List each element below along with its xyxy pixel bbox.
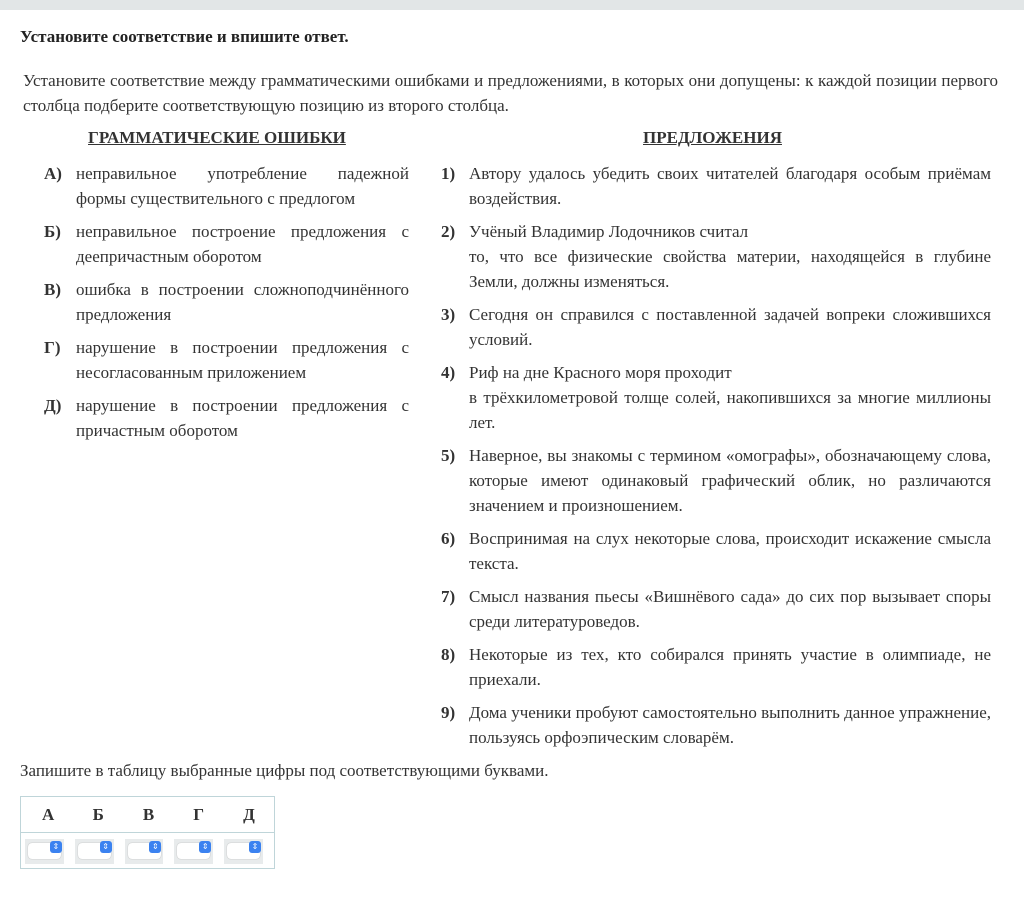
sentence-item-2	[441, 219, 991, 294]
header-cell-g: Г	[193, 805, 205, 824]
item-mark: В)	[44, 280, 61, 299]
task-instruction: Установите соответствие между грамматическими ошибками и предложениями, в которых они допущены: к каждой позиции первого столбца подберите соответствующую позицию из второго столбца.	[23, 71, 998, 115]
item-mark: Б)	[44, 222, 61, 241]
header-cell-d: Д	[243, 805, 255, 824]
item-mark: Г)	[44, 338, 61, 357]
error-item-a	[44, 161, 409, 211]
item-text: Дома ученики пробуют самостоятельно выполнить данное упражнение, пользуясь орфоэпическим словарём.	[469, 703, 991, 747]
sentence-item-7	[441, 584, 991, 634]
item-mark: 5)	[441, 446, 456, 465]
item-text: то, что все физические свойства материи, находящейся в глубине Земли, должны изменяться.	[469, 247, 991, 291]
item-first-line: Риф на дне Красного моря проходит	[469, 363, 732, 382]
answer-select-b[interactable]	[75, 839, 114, 864]
error-item-g	[44, 335, 409, 385]
header-cell-a: А	[41, 805, 55, 824]
error-item-d	[44, 393, 409, 443]
item-mark: 4)	[441, 363, 456, 382]
header-cell-b: Б	[92, 805, 104, 824]
answer-table-header	[21, 797, 274, 833]
item-text: нарушение в построении предложения с несогласованным приложением	[76, 338, 409, 382]
top-bar	[0, 0, 1024, 10]
item-mark: 8)	[441, 645, 456, 664]
answer-select-row	[21, 833, 274, 864]
select-arrows-icon[interactable]: ⇕	[149, 841, 161, 853]
item-text: в трёхкилометровой толще солей, накопившихся за многие миллионы лет.	[469, 388, 991, 432]
item-text: Сегодня он справился с поставленной задачей вопреки сложившихся условий.	[469, 305, 991, 349]
select-arrows-icon[interactable]: ⇕	[50, 841, 62, 853]
item-text: неправильное употребление падежной формы существительного с предлогом	[76, 164, 409, 208]
error-item-v	[44, 277, 409, 327]
right-column-heading: ПРЕДЛОЖЕНИЯ	[643, 128, 782, 147]
item-mark: А)	[44, 164, 62, 183]
error-item-b	[44, 219, 409, 269]
select-arrows-icon[interactable]: ⇕	[199, 841, 211, 853]
item-mark: 2)	[441, 222, 456, 241]
item-mark: 6)	[441, 529, 456, 548]
item-mark: 3)	[441, 305, 456, 324]
item-mark: 1)	[441, 164, 456, 183]
item-mark: 7)	[441, 587, 456, 606]
item-text: ошибка в построении сложноподчинённого предложения	[76, 280, 409, 324]
write-note: Запишите в таблицу выбранные цифры под соответствующими буквами.	[20, 761, 549, 780]
answer-select-a[interactable]	[25, 839, 64, 864]
sentence-item-3	[441, 302, 991, 352]
item-text: Автору удалось убедить своих читателей благодаря особым приёмам воздействия.	[469, 164, 991, 208]
item-text: Смысл названия пьесы «Вишнёвого сада» до сих пор вызывает споры среди литературоведов.	[469, 587, 991, 631]
answer-select-v[interactable]	[125, 839, 164, 864]
item-text: Некоторые из тех, кто собирался принять участие в олимпиаде, не приехали.	[469, 645, 991, 689]
sentence-item-4	[441, 360, 991, 435]
left-column-heading: ГРАММАТИЧЕСКИЕ ОШИБКИ	[88, 128, 346, 147]
task-title: Установите соответствие и впишите ответ.	[20, 27, 349, 46]
sentence-item-9	[441, 700, 991, 750]
sentence-item-1	[441, 161, 991, 211]
sentence-item-5	[441, 443, 991, 518]
answer-table	[20, 796, 275, 869]
item-first-line: Учёный Владимир Лодочников считал	[469, 222, 749, 241]
select-arrows-icon[interactable]: ⇕	[249, 841, 261, 853]
select-arrows-icon[interactable]: ⇕	[100, 841, 112, 853]
item-text: неправильное построение предложения с деепричастным оборотом	[76, 222, 409, 266]
item-mark: Д)	[44, 396, 62, 415]
item-mark: 9)	[441, 703, 456, 722]
item-text: нарушение в построении предложения с причастным оборотом	[76, 396, 409, 440]
item-text: Воспринимая на слух некоторые слова, происходит искажение смысла текста.	[469, 529, 991, 573]
answer-select-g[interactable]	[174, 839, 213, 864]
answer-select-d[interactable]	[224, 839, 263, 864]
sentence-item-6	[441, 526, 991, 576]
header-cell-v: В	[142, 805, 155, 824]
sentence-item-8	[441, 642, 991, 692]
item-text: Наверное, вы знакомы с термином «омографы», обозначающему слова, которые имеют одинаковый графический облик, но различаются значением и произношением.	[469, 446, 991, 515]
